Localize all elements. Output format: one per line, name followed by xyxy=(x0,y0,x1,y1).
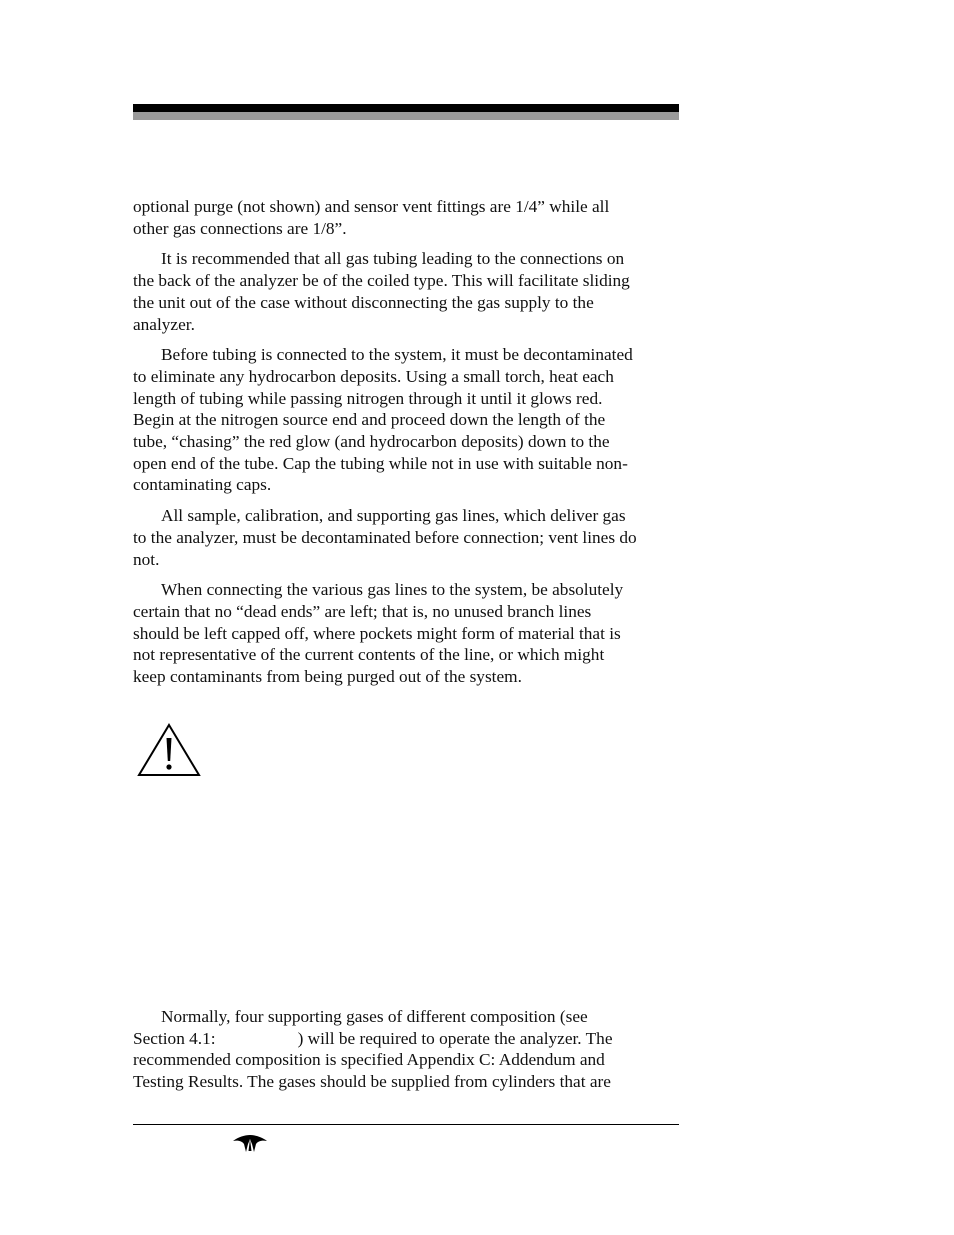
warning-triangle-icon xyxy=(136,722,202,778)
section-reference: Section 4.1: xyxy=(133,1028,216,1048)
paragraph-line: should be left capped off, where pockets might form of material that is xyxy=(133,623,621,643)
paragraph-line: optional purge (not shown) and sensor vent fittings are 1/4” while all xyxy=(133,197,610,216)
paragraph-line: to the analyzer, must be decontaminated before connection; vent lines do xyxy=(133,527,637,547)
company-logo-icon xyxy=(232,1131,268,1153)
paragraph-line-continuation: ) will be required to operate the analyzer. The xyxy=(297,1028,613,1048)
paragraph-line: tube, “chasing” the red glow (and hydrocarbon deposits) down to the xyxy=(133,432,610,452)
paragraph-line: open end of the tube. Cap the tubing while not in use with suitable non- xyxy=(133,453,628,473)
paragraph-line: analyzer. xyxy=(133,314,195,334)
body-paragraph xyxy=(133,344,681,496)
header-rule xyxy=(133,104,679,112)
footer-rule xyxy=(133,1124,679,1125)
paragraph-line: the back of the analyzer be of the coiled type. This will facilitate sliding xyxy=(133,271,630,291)
body-paragraph xyxy=(133,196,681,239)
paragraph-line: Normally, four supporting gases of different composition (see xyxy=(161,1007,588,1026)
paragraph-line: Before tubing is connected to the system, it must be decontaminated xyxy=(161,345,633,365)
paragraph-line: contaminating caps. xyxy=(133,475,272,495)
paragraph-line: It is recommended that all gas tubing leading to the connections on xyxy=(161,249,625,269)
body-text-bottom xyxy=(133,1006,681,1102)
paragraph-line: not representative of the current contents of the line, or which might xyxy=(133,645,605,665)
paragraph-line: Testing Results. The gases should be supplied from cylinders that are xyxy=(133,1072,611,1092)
body-paragraph xyxy=(133,248,681,335)
paragraph-line: When connecting the various gas lines to the system, be absolutely xyxy=(161,580,624,600)
paragraph-line: length of tubing while passing nitrogen through it until it glows red. xyxy=(133,388,603,408)
body-paragraph xyxy=(133,579,681,688)
paragraph-line: All sample, calibration, and supporting gas lines, which deliver gas xyxy=(161,506,626,526)
paragraph-line: to eliminate any hydrocarbon deposits. Using a small torch, heat each xyxy=(133,366,614,386)
header-rule-shadow xyxy=(133,112,679,120)
paragraph-line: the unit out of the case without disconnecting the gas supply to the xyxy=(133,292,594,312)
body-text-top xyxy=(133,196,681,697)
paragraph-line: other gas connections are 1/8”. xyxy=(133,218,347,238)
paragraph-line: keep contaminants from being purged out of the system. xyxy=(133,667,522,687)
paragraph-line: recommended composition is specified Appendix C: Addendum and xyxy=(133,1050,605,1070)
paragraph-line: not. xyxy=(133,549,160,569)
paragraph-line xyxy=(133,1028,681,1050)
paragraph-line: certain that no “dead ends” are left; that is, no unused branch lines xyxy=(133,601,592,621)
paragraph-line: Begin at the nitrogen source end and proceed down the length of the xyxy=(133,410,606,430)
body-paragraph xyxy=(133,505,681,570)
